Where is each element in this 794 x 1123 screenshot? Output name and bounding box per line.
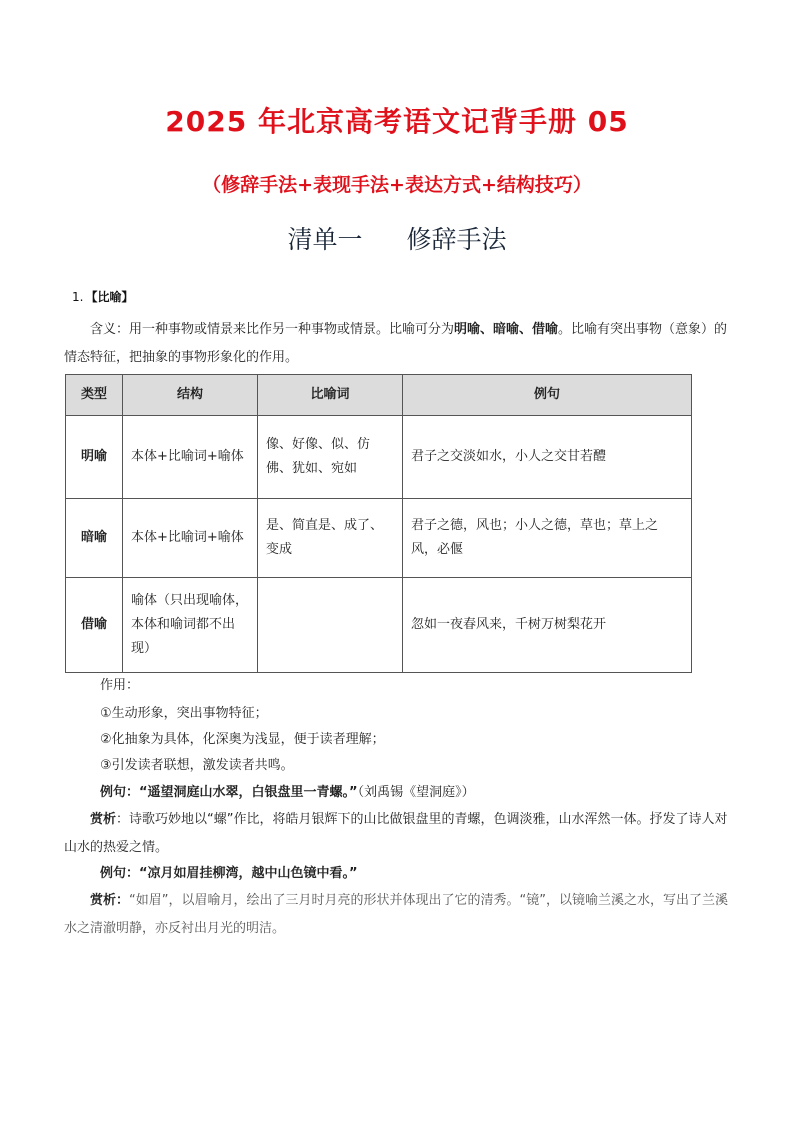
section-title: 修辞手法 xyxy=(406,225,507,254)
example-label: 例句： xyxy=(100,866,140,881)
header-structure: 结构 xyxy=(123,375,258,416)
cell-type: 明喻 xyxy=(66,416,123,499)
example-source: （刘禹锡《望洞庭》） xyxy=(357,785,475,800)
cell-structure: 本体+比喻词+喻体 xyxy=(123,416,258,499)
cell-example: 君子之交淡如水，小人之交甘若醴 xyxy=(403,416,692,499)
cell-structure: 本体+比喻词+喻体 xyxy=(123,499,258,578)
meaning-suffix: 。比喻有突出事物（意象）的情态特征，把抽象的事物形象化的作用。 xyxy=(64,322,728,365)
example-label: 例句： xyxy=(100,785,140,800)
cell-type: 暗喻 xyxy=(66,499,123,578)
cell-structure: 喻体（只出现喻体，本体和喻词都不出现） xyxy=(123,578,258,673)
cell-example: 君子之德，风也；小人之德，草也；草上之风，必偃 xyxy=(403,499,692,578)
appreciation-label: 赏析 xyxy=(90,812,117,827)
meaning-bold: 明喻、暗喻、借喻 xyxy=(454,322,559,337)
cell-example: 忽如一夜春风来，千树万树梨花开 xyxy=(403,578,692,673)
table-row xyxy=(66,578,692,673)
appreciation-label: 赏析： xyxy=(90,893,130,908)
meaning-paragraph xyxy=(64,316,734,372)
meaning-prefix: 含义：用一种事物或情景来比作另一种事物或情景。比喻可分为 xyxy=(90,322,455,337)
item-number: 1. xyxy=(72,290,84,304)
section-number: 清单一 xyxy=(287,225,363,254)
appreciation-1 xyxy=(64,806,734,862)
cell-type: 借喻 xyxy=(66,578,123,673)
table-row xyxy=(66,499,692,578)
appreciation-text: “如眉”，以眉喻月，绘出了三月时月亮的形状并体现出了它的清秀。“镜”，以镜喻兰溪之水，写出了兰溪水之清澈明静，亦反衬出月光的明洁。 xyxy=(64,893,728,936)
example-quote: “凉月如眉挂柳湾，越中山色镜中看。” xyxy=(139,866,358,881)
cell-words: 像、好像、似、仿佛、犹如、宛如 xyxy=(258,416,403,499)
example-sentence-2 xyxy=(100,860,770,888)
appreciation-2 xyxy=(64,887,734,943)
document-title: 2025 年北京高考语文记背手册 05 xyxy=(165,105,629,138)
table-header-row xyxy=(66,375,692,416)
header-type: 类型 xyxy=(66,375,123,416)
document-subtitle: （修辞手法+表现手法+表达方式+结构技巧） xyxy=(202,174,592,196)
example-sentence-1 xyxy=(100,779,770,807)
item-label: 【比喻】 xyxy=(85,290,134,304)
appreciation-text: ：诗歌巧妙地以“螺”作比，将皓月银辉下的山比做银盘里的青螺，色调淡雅，山水浑然一体。抒发了诗人对山水的热爱之情。 xyxy=(64,812,728,855)
function-item: ①生动形象，突出事物特征； xyxy=(100,706,268,721)
function-label: 作用： xyxy=(100,678,140,693)
example-quote: “遥望洞庭山水翠，白银盘里一青螺。” xyxy=(139,785,358,800)
cell-words: 是、简直是、成了、变成 xyxy=(258,499,403,578)
function-item: ③引发读者联想，激发读者共鸣。 xyxy=(100,758,294,773)
header-words: 比喻词 xyxy=(258,375,403,416)
table-row xyxy=(66,416,692,499)
item-heading xyxy=(72,288,133,305)
header-example: 例句 xyxy=(403,375,692,416)
function-item: ②化抽象为具体，化深奥为浅显，便于读者理解； xyxy=(100,732,385,747)
section-heading xyxy=(0,220,794,256)
cell-words xyxy=(258,578,403,673)
metaphor-table xyxy=(65,374,692,673)
